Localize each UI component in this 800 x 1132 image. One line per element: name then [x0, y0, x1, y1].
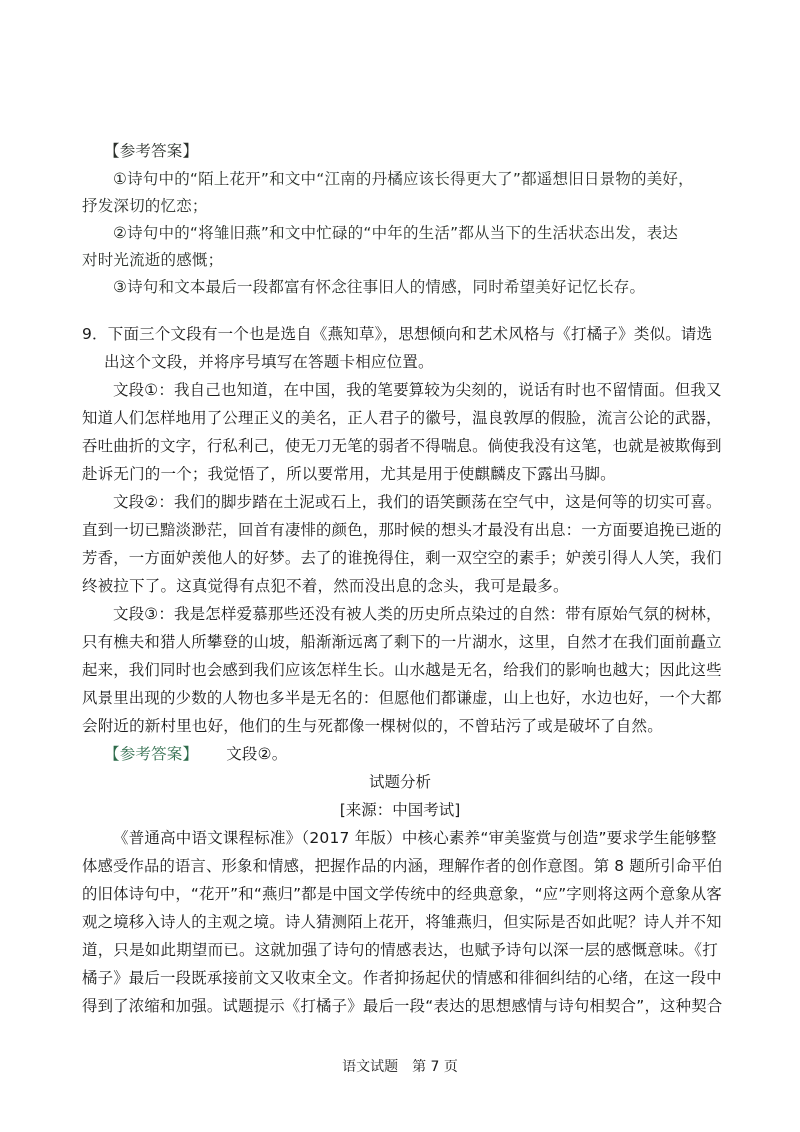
answer-line-2: 抒发深切的忆恋；	[82, 197, 208, 215]
passage-2-line: 芳香，一方面妒羡他人的好梦。去了的谁挽得住，剩一双空空的素手；妒羡引得人人笑，我们	[82, 549, 722, 567]
passage-1-line: 知道人们怎样地用了公理正义的美名，正人君子的徽号，温良敦厚的假脸，流言公论的武器，	[82, 409, 722, 427]
question-9-line-1: 9．下面三个文段有一个也是选自《燕知草》，思想倾向和艺术风格与《打橘子》类似。请选	[82, 325, 713, 343]
analysis-line: 橘子》最后一段既承接前文又收束全文。作者抑扬起伏的情感和徘徊纠结的心绪，在这一段中	[82, 969, 722, 987]
analysis-line: 道，只是如此期望而已。这就加强了诗句的情感表达，也赋予诗句以深一层的感慨意味。《打	[82, 941, 718, 959]
analysis-line: 的旧体诗句中，“花开”和“燕归”都是中国文学传统中的经典意象，“应”字则将这两个意象从客	[82, 885, 722, 903]
passage-1-line: 文段①：我自己也知道，在中国，我的笔要算较为尖刻的，说话有时也不留情面。但我又	[113, 381, 722, 399]
answer-line-4: 对时光流逝的感慨；	[82, 251, 224, 269]
analysis-line: 观之境移入诗人的主观之境。诗人猜测陌上花开，将雏燕归，但实际是否如此呢？诗人并不知	[82, 913, 722, 931]
answer-label: 【参考答案】	[104, 142, 199, 160]
passage-3-line: 会附近的新村里也好，他们的生与死都像一棵树似的，不曾玷污了或是破坏了自然。	[82, 717, 663, 735]
question-9-line-2: 出这个文段，并将序号填写在答题卡相应位置。	[104, 353, 434, 371]
passage-2-line: 终被拉下了。这真觉得有点犯不着，然而没出息的念头，我可是最多。	[82, 577, 569, 595]
passage-3-line: 起来，我们同时也会感到我们应该怎样生长。山水越是无名，给我们的影响也越大；因此这些	[82, 661, 722, 679]
passage-3-line: 风景里出现的少数的人物也多半是无名的：但愿他们都谦虚，山上也好，水边也好，一个大都	[82, 689, 722, 707]
answer-line-5: ③诗句和文本最后一段都富有怀念往事旧人的情感，同时希望美好记忆长存。	[113, 278, 646, 296]
passage-2-line: 直到一切已黯淡渺茫，回首有凄悱的颜色，那时候的想头才最没有出息：一方面要追挽已逝的	[82, 521, 722, 539]
page-footer: 语文试题 第 7 页	[342, 1059, 458, 1075]
passage-1-line: 吞吐曲折的文字，行私利己，使无刀无笔的弱者不得喘息。倘使我没有这笔，也就是被欺侮到	[82, 437, 722, 455]
analysis-line: 得到了浓缩和加强。试题提示《打橘子》最后一段“表达的思想感情与诗句相契合”，这种契合	[82, 997, 723, 1015]
passage-3-line: 只有樵夫和猎人所攀登的山坡，船渐渐远离了剩下的一片湖水，这里，自然才在我们面前矗立	[82, 633, 722, 651]
analysis-source: [来源：中国考试]	[339, 801, 461, 819]
answer-value: 文段②。	[226, 745, 288, 763]
passage-1-line: 赴诉无门的一个；我觉悟了，所以要常用，尤其是用于使麒麟皮下露出马脚。	[82, 465, 616, 483]
answer-row-q9	[104, 743, 287, 765]
passage-2-line: 文段②：我们的脚步踏在土泥或石上，我们的语笑颤荡在空气中，这是何等的切实可喜。	[113, 493, 722, 511]
analysis-line: 《普通高中语文课程标准》（2017 年版）中核心素养“审美鉴赏与创造”要求学生能够整	[113, 829, 717, 847]
answer-label: 【参考答案】	[104, 745, 199, 763]
passage-3-line: 文段③：我是怎样爱慕那些还没有被人类的历史所点染过的自然：带有原始气氛的树林，	[113, 605, 722, 623]
answer-line-1: ①诗句中的“陌上花开”和文中“江南的丹橘应该长得更大了”都遥想旧日景物的美好，	[113, 170, 694, 188]
answer-line-3: ②诗句中的“将雏旧燕”和文中忙碌的“中年的生活”都从当下的生活状态出发，表达	[113, 224, 679, 242]
analysis-title: 试题分析	[368, 773, 431, 791]
analysis-line: 体感受作品的语言、形象和情感，把握作品的内涵，理解作者的创作意图。第 8 题所引命平伯	[82, 857, 723, 875]
